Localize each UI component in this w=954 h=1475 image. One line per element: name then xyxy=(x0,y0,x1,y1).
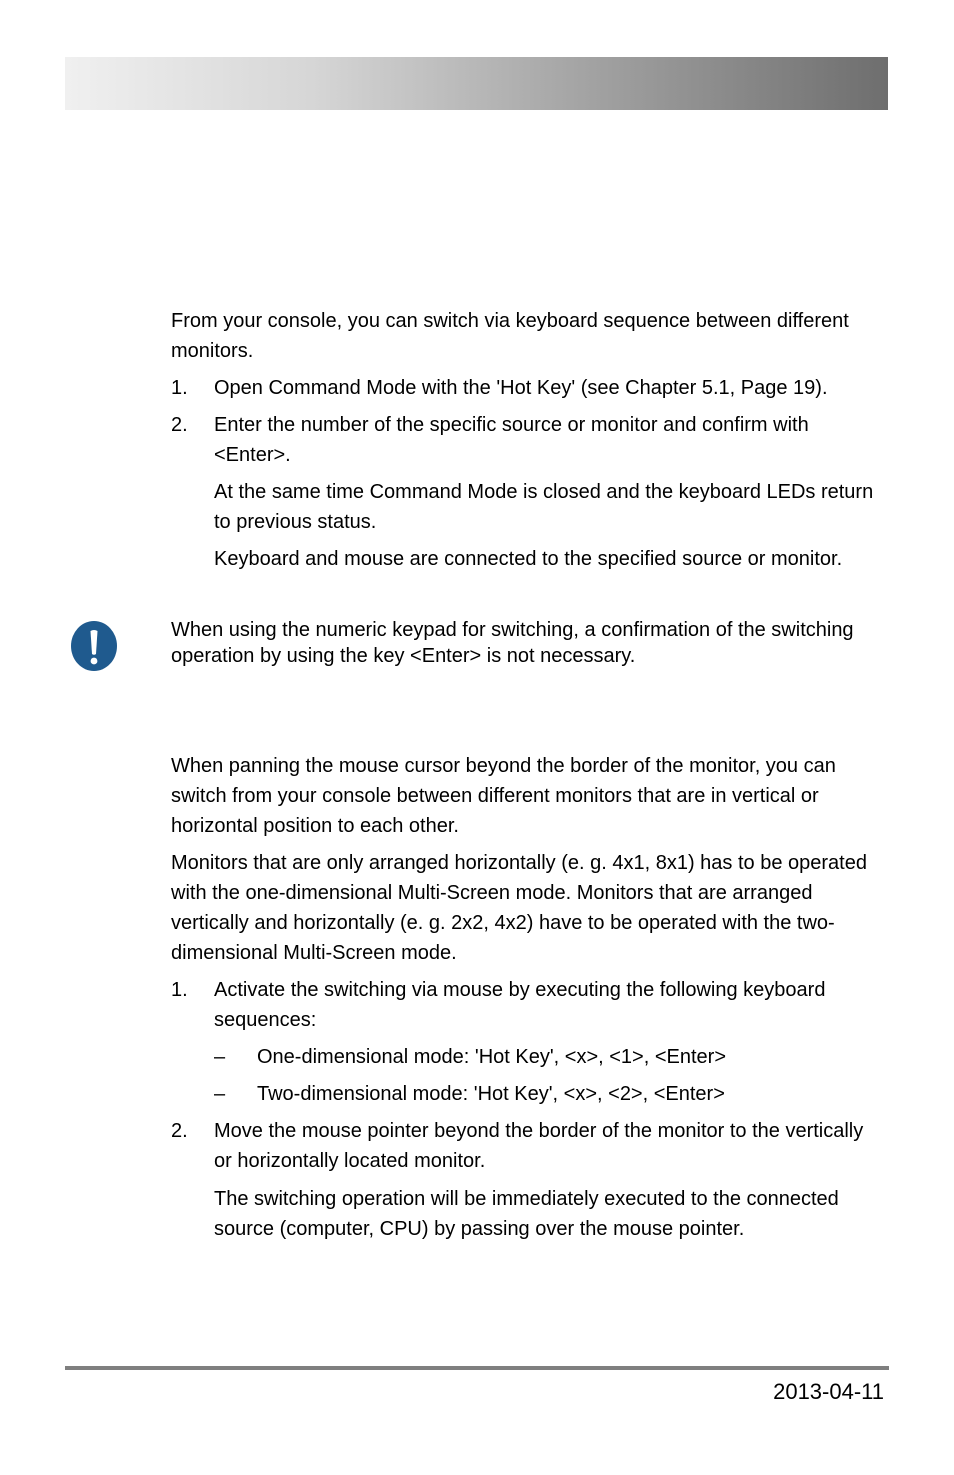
list-number: 1. xyxy=(171,377,188,399)
sub-list-item: One-dimensional mode: 'Hot Key', <x>, <1>, <Enter> xyxy=(257,1046,727,1068)
dash-bullet: – xyxy=(214,1046,226,1068)
list-item: Enter the number of the specific source or monitor and confirm with <Enter>. xyxy=(214,414,809,466)
dash-bullet: – xyxy=(214,1083,226,1105)
step-result: At the same time Command Mode is closed and the keyboard LEDs return to previous status. xyxy=(214,481,874,533)
note-text: When using the numeric keypad for switching, a confirmation of the switching operation by using the key <Enter> is not necessary. xyxy=(171,619,854,667)
list-number: 2. xyxy=(171,1120,188,1142)
footer-date: 2013-04-11 xyxy=(773,1379,884,1404)
list-item: Move the mouse pointer beyond the border of the monitor to the vertically or horizontally located monitor. xyxy=(214,1120,864,1172)
list-item: Open Command Mode with the 'Hot Key' (see Chapter 5.1, Page 19). xyxy=(214,377,828,399)
list-item: Activate the switching via mouse by executing the following keyboard sequences: xyxy=(214,979,826,1031)
list-number: 2. xyxy=(171,414,188,436)
exclamation-icon xyxy=(70,620,118,672)
section1-intro: From your console, you can switch via keyboard sequence between different monitors. xyxy=(171,310,849,362)
sub-list-item: Two-dimensional mode: 'Hot Key', <x>, <2>, <Enter> xyxy=(257,1083,725,1105)
section2-intro: When panning the mouse cursor beyond the border of the monitor, you can switch from your console between different monitors that are in vertical or horizontal position to each other. xyxy=(171,755,836,837)
step-result: Keyboard and mouse are connected to the specified source or monitor. xyxy=(214,548,843,570)
step-result: The switching operation will be immediately executed to the connected source (computer, CPU) by passing over the mouse pointer. xyxy=(214,1188,839,1240)
list-number: 1. xyxy=(171,979,188,1001)
footer-divider xyxy=(65,1366,889,1370)
section2-paragraph: Monitors that are only arranged horizontally (e. g. 4x1, 8x1) has to be operated with the one-dimensional Multi-Screen mode. Monitors that are arranged vertically and horizontally (e. g. 2x2, 4x2) have to be operated with the two-dimensional Multi-Screen mode. xyxy=(171,852,867,964)
header-bar xyxy=(65,57,888,110)
